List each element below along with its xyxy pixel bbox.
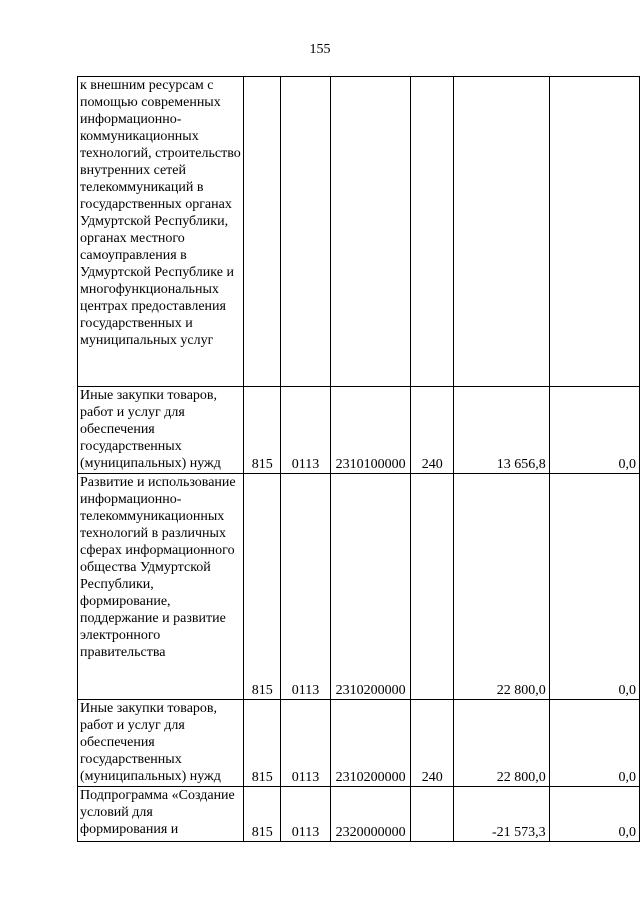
section-code: 0113 — [281, 474, 331, 700]
section-code: 0113 — [281, 787, 331, 842]
row-description: Иные закупки товаров, работ и услуг для обеспечения государственных (муниципальных) нужд — [78, 700, 244, 787]
expense-kind — [411, 474, 454, 700]
row-description: Развитие и использование информационно-телекоммуникационных технологий в различных сферах информационного общества Удмуртской Республики, формирование, поддержание и развитие электронного правительства — [78, 474, 244, 700]
amount-cell: -21 573,3 — [454, 787, 550, 842]
table-row — [78, 474, 640, 700]
budget-table — [77, 76, 640, 842]
change-cell — [549, 77, 639, 387]
target-article: 2310200000 — [330, 474, 410, 700]
table-row — [78, 77, 640, 387]
ved-code: 815 — [244, 387, 281, 474]
ved-code: 815 — [244, 700, 281, 787]
target-article: 2310200000 — [330, 700, 410, 787]
row-description: Подпрограмма «Создание условий для формирования и — [78, 787, 244, 842]
expense-kind: 240 — [411, 700, 454, 787]
table-row — [78, 787, 640, 842]
expense-kind — [411, 787, 454, 842]
change-cell: 0,0 — [549, 700, 639, 787]
amount-cell: 22 800,0 — [454, 474, 550, 700]
table-row — [78, 700, 640, 787]
row-description: Иные закупки товаров, работ и услуг для обеспечения государственных (муниципальных) нужд — [78, 387, 244, 474]
change-cell: 0,0 — [549, 474, 639, 700]
target-article — [330, 77, 410, 387]
change-cell: 0,0 — [549, 387, 639, 474]
row-description: к внешним ресурсам с помощью современных информационно-коммуникационных технологий, строительство внутренних сетей телекоммуникаций в государственных органах Удмуртской Республики, органах местного самоуправления в Удмуртской Республике и многофункциональных центрах предоставления государственных и муниципальных услуг — [78, 77, 244, 387]
change-cell: 0,0 — [549, 787, 639, 842]
section-code: 0113 — [281, 700, 331, 787]
target-article: 2320000000 — [330, 787, 410, 842]
amount-cell: 22 800,0 — [454, 700, 550, 787]
expense-kind: 240 — [411, 387, 454, 474]
ved-code: 815 — [244, 474, 281, 700]
section-code: 0113 — [281, 387, 331, 474]
ved-code — [244, 77, 281, 387]
section-code — [281, 77, 331, 387]
target-article: 2310100000 — [330, 387, 410, 474]
amount-cell — [454, 77, 550, 387]
amount-cell: 13 656,8 — [454, 387, 550, 474]
ved-code: 815 — [244, 787, 281, 842]
page-number: 155 — [309, 42, 331, 57]
expense-kind — [411, 77, 454, 387]
table-row — [78, 387, 640, 474]
